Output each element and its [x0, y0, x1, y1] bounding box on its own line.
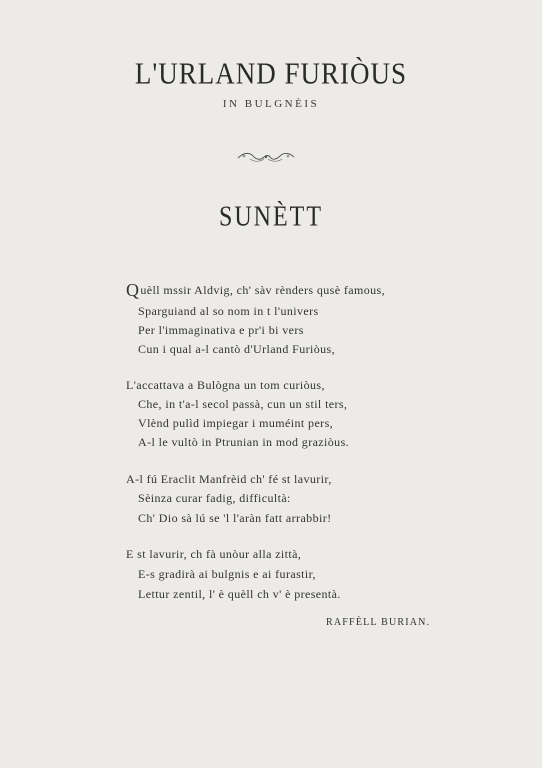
page-subtitle: IN BULGNÈIS	[222, 98, 320, 110]
poem-line: L'accattava a Bulògna un tom curiòus,	[126, 378, 325, 392]
poem-line: Lettur zentil, l' è quèll ch v' è presentà.	[138, 587, 341, 601]
poem-line-1	[126, 280, 385, 301]
author-signature: RAFFÈLL BURIAN.	[326, 617, 431, 628]
poem-line: Per l'immaginativa e pr'i bi vers	[138, 323, 304, 337]
drop-cap: Q	[126, 280, 140, 300]
poem-line: Cun i qual a-l cantò d'Urland Furiòus,	[138, 342, 335, 356]
poem-line-text: uèll mssir Aldvig, ch' sàv rènders qusè famous,	[140, 283, 385, 297]
page-title: L'URLAND FURIÒUS	[134, 55, 408, 91]
poem-line: E st lavurir, ch fà unòur alla zittà,	[126, 547, 302, 561]
poem-line: A-l fú Eraclit Manfrèid ch' fé st lavurir,	[126, 472, 332, 486]
poem-heading: SUNÈTT	[219, 201, 323, 233]
poem-line: Sparguiand al so nom in t l'univers	[138, 304, 319, 318]
poem-line: Che, in t'a-l secol passà, cun un stil ters,	[138, 397, 348, 411]
poem-line: E-s gradirà ai bulgnis e ai furastir,	[138, 567, 316, 581]
poem-line: Ch' Dio sà lú se 'l l'aràn fatt arrabbir!	[138, 511, 332, 525]
poem-line: Vlènd pulìd impiegar i muméint pers,	[138, 416, 334, 430]
poem-line: Sèinza curar fadig, difficultà:	[138, 491, 291, 505]
poem-line: A-l le vultò in Ptrunian in mod graziòus.	[138, 435, 350, 449]
